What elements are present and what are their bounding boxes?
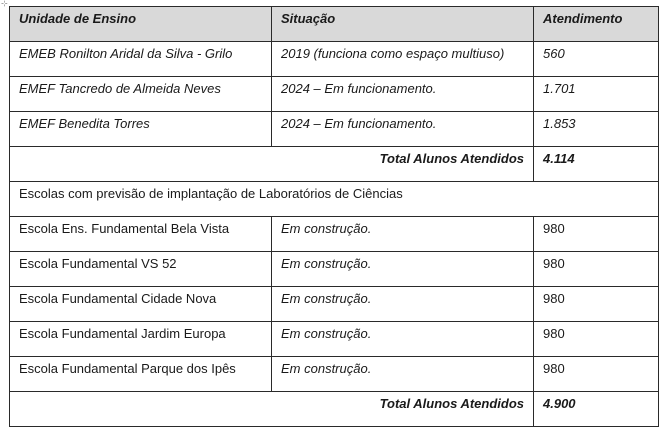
total-label: Total Alunos Atendidos xyxy=(10,147,534,182)
unit-cell: Escola Fundamental Jardim Europa xyxy=(10,322,272,357)
count-cell: 980 xyxy=(534,252,659,287)
unit-cell: Escola Fundamental Cidade Nova xyxy=(10,287,272,322)
table-move-handle-icon[interactable]: ⊹ xyxy=(1,0,8,8)
header-situacao: Situação xyxy=(272,7,534,42)
total-row xyxy=(10,392,659,427)
unit-cell: Escola Fundamental Parque dos Ipês xyxy=(10,357,272,392)
total-value: 4.900 xyxy=(534,392,659,427)
table-row xyxy=(10,252,659,287)
status-cell: Em construção. xyxy=(272,217,534,252)
table-row xyxy=(10,287,659,322)
status-cell: Em construção. xyxy=(272,252,534,287)
status-cell: Em construção. xyxy=(272,357,534,392)
total-value: 4.114 xyxy=(534,147,659,182)
table-row xyxy=(10,42,659,77)
header-unidade: Unidade de Ensino xyxy=(10,7,272,42)
status-cell: 2024 – Em funcionamento. xyxy=(272,112,534,147)
unit-cell: EMEB Ronilton Aridal da Silva - Grilo xyxy=(10,42,272,77)
unit-cell: Escola Ens. Fundamental Bela Vista xyxy=(10,217,272,252)
count-cell: 980 xyxy=(534,217,659,252)
total-label: Total Alunos Atendidos xyxy=(10,392,534,427)
count-cell: 980 xyxy=(534,322,659,357)
unit-cell: EMEF Benedita Torres xyxy=(10,112,272,147)
section-row xyxy=(10,182,659,217)
status-cell: 2024 – Em funcionamento. xyxy=(272,77,534,112)
unit-cell: EMEF Tancredo de Almeida Neves xyxy=(10,77,272,112)
count-cell: 560 xyxy=(534,42,659,77)
count-cell: 1.701 xyxy=(534,77,659,112)
unit-cell: Escola Fundamental VS 52 xyxy=(10,252,272,287)
count-cell: 980 xyxy=(534,287,659,322)
section-title: Escolas com previsão de implantação de Laboratórios de Ciências xyxy=(10,182,659,217)
table-row xyxy=(10,217,659,252)
header-atendimento: Atendimento xyxy=(534,7,659,42)
table-row xyxy=(10,322,659,357)
table-row xyxy=(10,112,659,147)
status-cell: Em construção. xyxy=(272,322,534,357)
status-cell: Em construção. xyxy=(272,287,534,322)
count-cell: 980 xyxy=(534,357,659,392)
count-cell: 1.853 xyxy=(534,112,659,147)
status-cell: 2019 (funciona como espaço multiuso) xyxy=(272,42,534,77)
header-row xyxy=(10,7,659,42)
table-row xyxy=(10,77,659,112)
table-row xyxy=(10,357,659,392)
total-row xyxy=(10,147,659,182)
schools-table xyxy=(9,6,659,427)
